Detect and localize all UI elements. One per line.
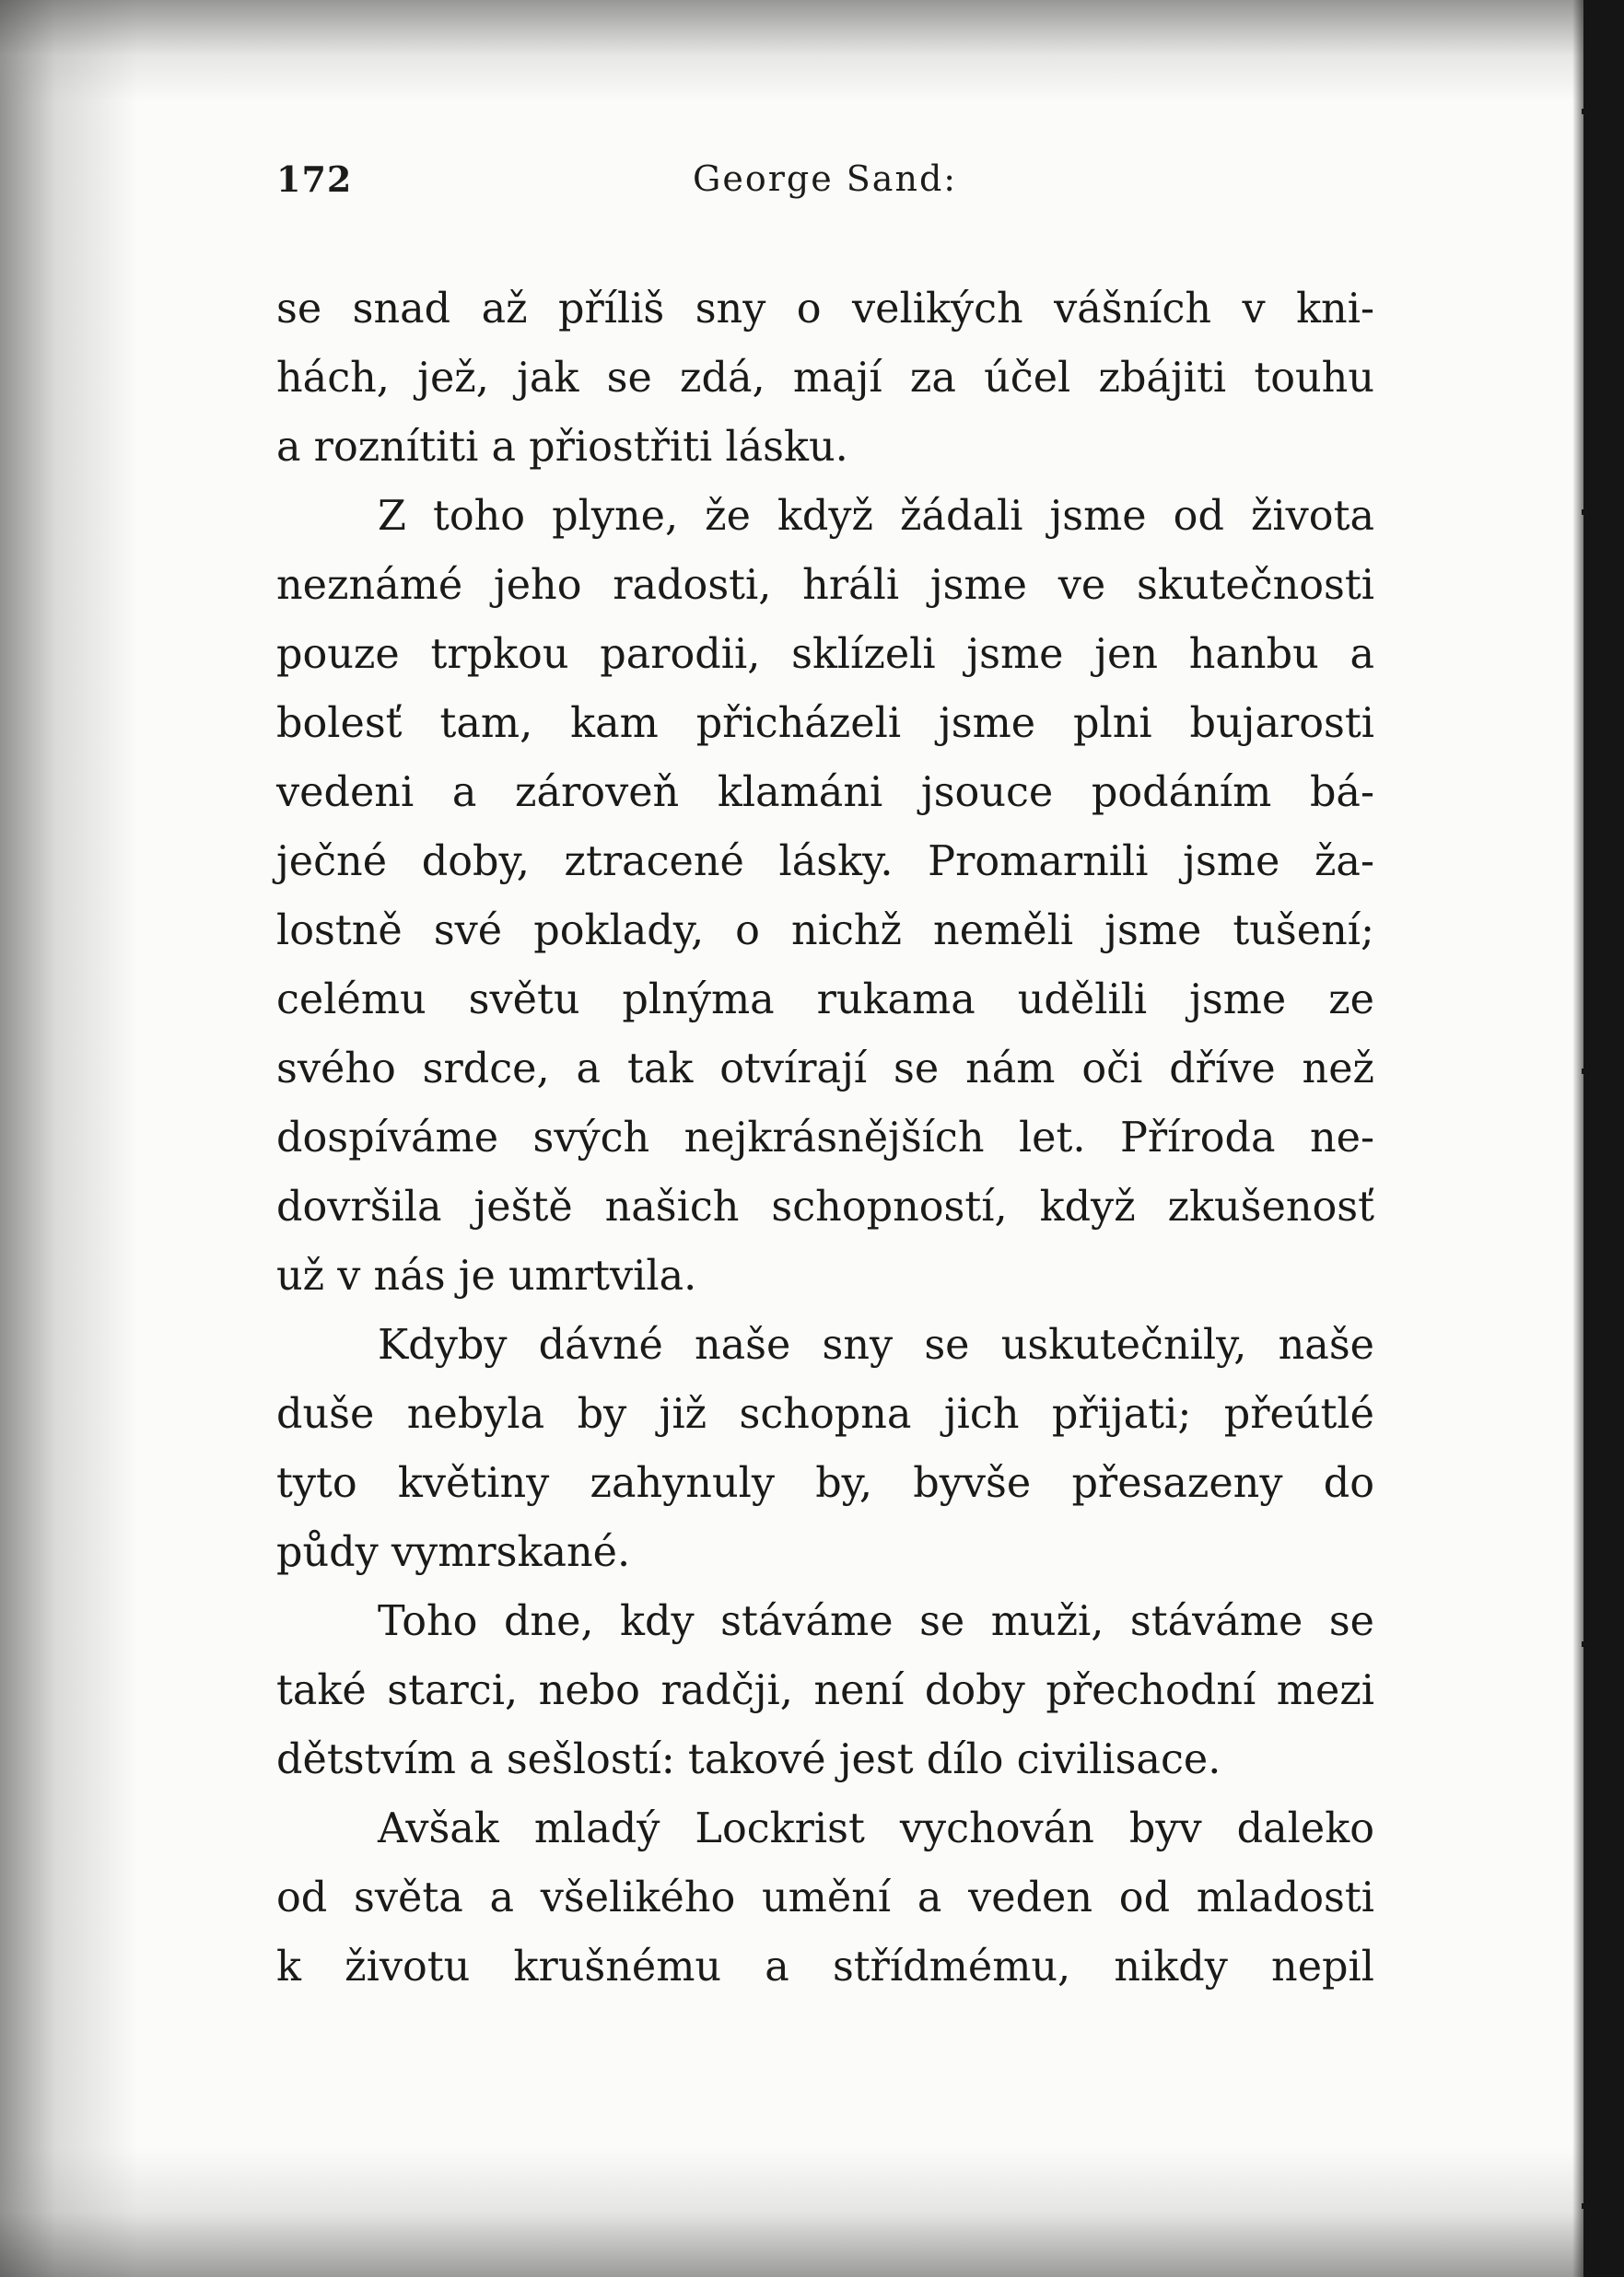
scan-shadow-left: [0, 0, 138, 2277]
scan-shadow-bottom: [0, 2148, 1624, 2277]
scan-shadow-right: [1572, 0, 1583, 2277]
margin-tick: [1582, 109, 1596, 114]
page-number: 172: [276, 158, 353, 200]
paragraph-first-line: Kdyby dávné naše sny se uskutečnily, naše: [378, 1322, 1374, 1369]
text-line: ječné doby, ztracené lásky. Promarnili jsme ža-: [276, 838, 1374, 885]
text-line: celému světu plnýma rukama udělili jsme ze: [276, 976, 1374, 1023]
paragraph-first-line: Avšak mladý Lockrist vychován byv daleko: [378, 1805, 1374, 1852]
running-head: George Sand:: [693, 158, 958, 199]
text-line: vedeni a zároveň klamáni jsouce podáním bá-: [276, 769, 1374, 816]
text-line: dětstvím a sešlostí: takové jest dílo civilisace.: [276, 1736, 1221, 1783]
text-line: hách, jež, jak se zdá, mají za účel zbájiti touhu: [276, 355, 1374, 402]
text-line: bolesť tam, kam přicházeli jsme plni bujarosti: [276, 700, 1374, 747]
margin-tick: [1582, 1068, 1596, 1074]
text-line: duše nebyla by již schopna jich přijati; přeútlé: [276, 1391, 1374, 1438]
text-line: také starci, nebo radčji, není doby přechodní mezi: [276, 1667, 1374, 1714]
text-line: k životu krušnému a střídmému, nikdy nepil: [276, 1944, 1374, 1991]
text-line: dovršila ještě našich schopností, když zkušenosť: [276, 1184, 1374, 1231]
text-line: lostně své poklady, o nichž neměli jsme tušení;: [276, 907, 1374, 954]
paragraph-first-line: Z toho plyne, že když žádali jsme od života: [378, 493, 1374, 540]
text-line: tyto květiny zahynuly by, byvše přesazeny do: [276, 1460, 1374, 1507]
text-line: neznámé jeho radosti, hráli jsme ve skutečnosti: [276, 562, 1374, 609]
margin-tick: [1582, 1641, 1596, 1647]
margin-tick: [1582, 2203, 1596, 2209]
paragraph-first-line: Toho dne, kdy stáváme se muži, stáváme se: [378, 1598, 1374, 1645]
text-line: půdy vymrskané.: [276, 1529, 631, 1576]
text-line: už v nás je umrtvila.: [276, 1253, 697, 1300]
text-line: se snad až příliš sny o velikých vášních v kni-: [276, 286, 1374, 333]
page-header: [276, 158, 1382, 214]
text-line: svého srdce, a tak otvírají se nám oči dříve než: [276, 1045, 1374, 1092]
text-line: pouze trpkou parodii, sklízeli jsme jen hanbu a: [276, 631, 1374, 678]
body-text: [276, 274, 1374, 2002]
text-line: a roznítiti a přiostřiti lásku.: [276, 424, 848, 471]
text-line: od světa a všelikého umění a veden od mladosti: [276, 1874, 1374, 1921]
margin-tick: [1582, 509, 1596, 515]
text-line: dospíváme svých nejkrásnějších let. Příroda ne-: [276, 1115, 1374, 1162]
scan-border-right: [1583, 0, 1624, 2277]
scan-shadow-top: [0, 0, 1624, 101]
